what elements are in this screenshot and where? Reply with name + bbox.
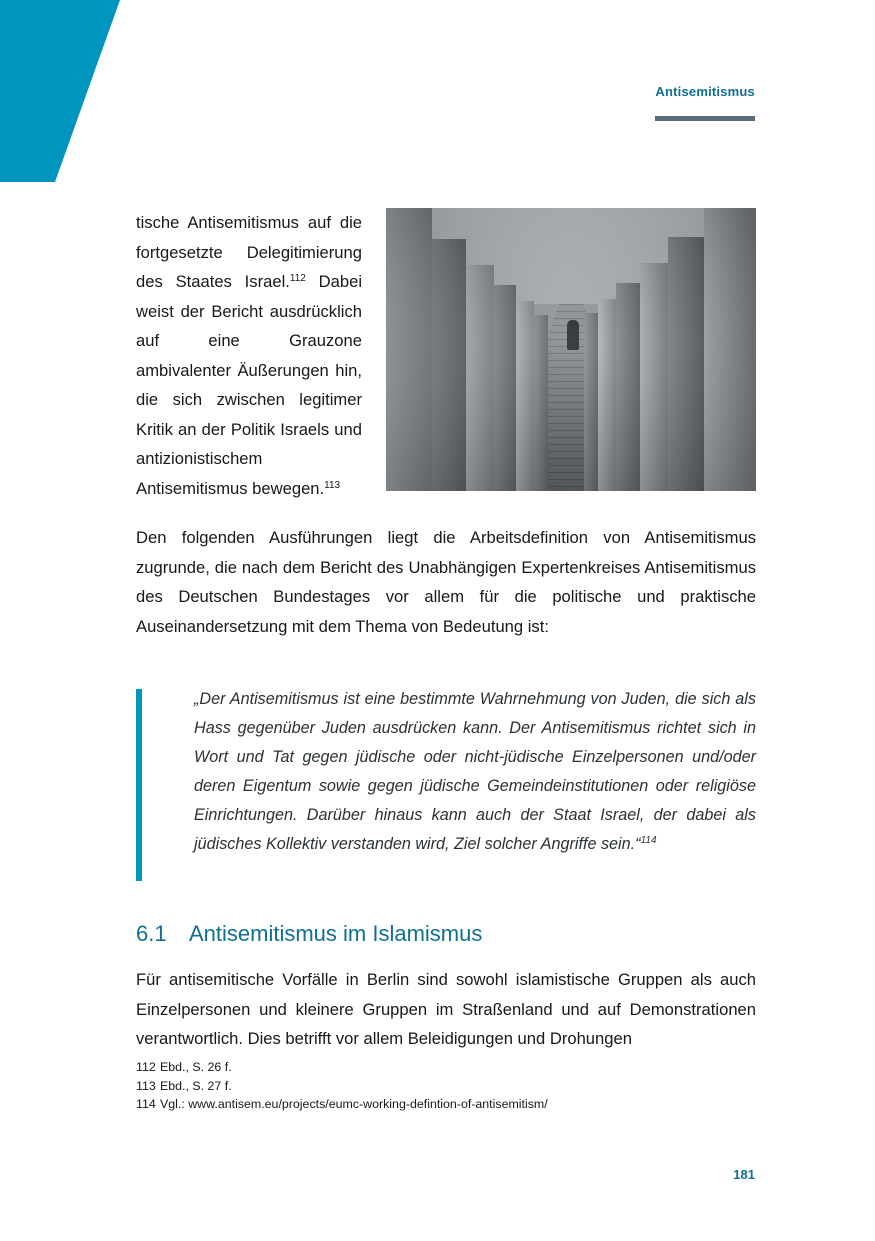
running-head-label: Antisemitismus <box>655 84 755 99</box>
footnote-text: Ebd., S. 27 f. <box>160 1078 232 1093</box>
footnote-ref-114: 114 <box>640 834 657 846</box>
footnote-text: Ebd., S. 26 f. <box>160 1060 232 1074</box>
footnote-ref-112: 112 <box>289 272 306 284</box>
footnote-list <box>136 1058 776 1114</box>
page-content <box>136 208 756 1054</box>
quote-text <box>194 685 756 859</box>
footnote-item <box>136 1095 776 1114</box>
footnote-number: 112 <box>136 1060 156 1074</box>
photo-vignette <box>386 208 756 491</box>
section-heading <box>136 921 756 947</box>
paragraph-text-b: Dabei weist der Bericht ausdrücklich auf eine Grauzone ambivalenter Äußerungen hin, die sich zwischen legitimer Kritik an der Politik Israels und antizionistischem Antisemitismus bewegen. <box>136 272 363 498</box>
memorial-photograph <box>386 208 756 491</box>
section-title: Antisemitismus im Islamismus <box>189 921 483 946</box>
paragraph-definition-intro: Den folgenden Ausführungen liegt die Arbeitsdefinition von Antisemitismus zugrunde, die nach dem Bericht des Unabhängigen Expertenkreises Antisemitismus des Deutschen Bundestages vor allem für die politische und praktische Auseinandersetzung mit dem Thema von Bedeutung ist: <box>136 528 756 636</box>
section-number: 6.1 <box>136 921 167 946</box>
footnote-ref-113: 113 <box>324 479 341 491</box>
footnote-number: 114 <box>136 1097 156 1111</box>
footnote-item <box>136 1058 776 1077</box>
quote-body: „Der Antisemitismus ist eine bestimmte Wahrnehmung von Juden, die sich als Hass gegenüber Juden ausdrücken kann. Der Antisemitismus richtet sich in Wort und Tat gegen jüdische oder nicht-jüdische Einzelpersonen und/oder deren Eigentum sowie gegen jüdische Gemeindeinstitutionen oder religiöse Einrichtungen. Darüber hinaus kann auch der Staat Israel, der dabei als jüdisches Kollektiv verstanden wird, Ziel solcher Angriffe sein.“ <box>194 690 756 853</box>
paragraph-section-body: Für antisemitische Vorfälle in Berlin sind sowohl islamistische Gruppen als auch Einzelpersonen und kleinere Gruppen im Straßenland und auf Demonstrationen verantwortlich. Dies betrifft vor allem Beleidigungen und Drohungen <box>136 970 756 1049</box>
page-number: 181 <box>733 1167 755 1182</box>
footnote-item <box>136 1077 776 1096</box>
running-head-rule <box>655 116 755 121</box>
quote-accent-bar <box>136 689 142 881</box>
footnote-number: 113 <box>136 1078 156 1093</box>
footnote-text: Vgl.: www.antisem.eu/projects/eumc-working-defintion-of-antisemitism/ <box>160 1097 548 1111</box>
paragraph-text-a: tische Antisemitismus auf die fortgesetzte Delegitimierung des Staates Israel. <box>136 213 362 291</box>
pull-quote <box>136 685 756 859</box>
decorative-corner-shape <box>0 0 120 182</box>
running-head <box>655 84 755 121</box>
